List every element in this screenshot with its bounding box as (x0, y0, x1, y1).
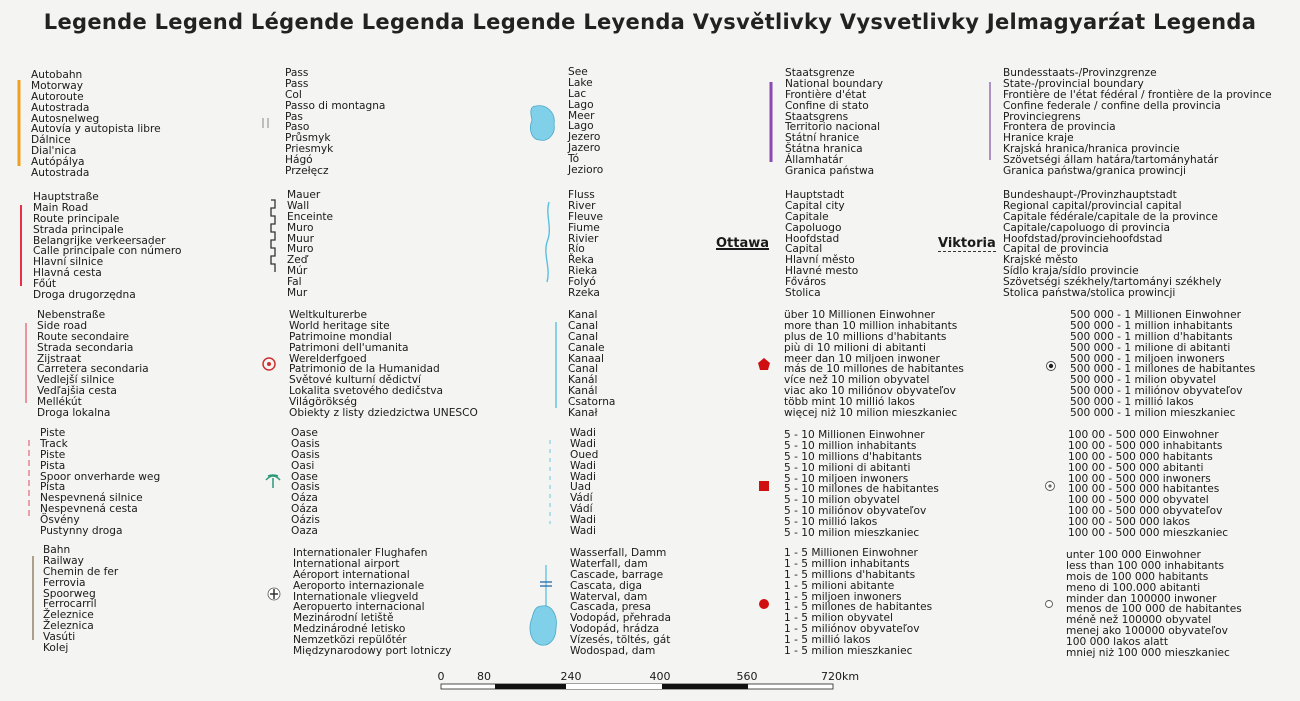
legend-line: Autobahn (31, 69, 83, 81)
legend-line: Jazero (568, 142, 601, 155)
legend-line: Autostrada (31, 101, 90, 114)
legend-line: 5 - 10 millions d'habitants (784, 450, 922, 463)
legend-line: Piste (40, 427, 66, 439)
legend-line: Lago (568, 98, 594, 111)
scale-tick: 560 (736, 670, 758, 683)
legend-line: more than 10 million inhabitants (784, 319, 958, 332)
legend-line: Lokalita svetového dedičstva (289, 385, 443, 398)
legend-line: Oued (570, 448, 599, 461)
legend-line: Wadi (570, 427, 596, 439)
legend-line: 100 00 - 500 000 obyvateľov (1068, 505, 1223, 518)
legend-line: Pass (285, 67, 309, 79)
legend-line: Pista (40, 481, 66, 494)
legend-line: mois de 100 000 habitants (1066, 570, 1209, 583)
legend-line: Droga drugorzędna (33, 289, 136, 302)
city-under-100k-symbol (1046, 601, 1053, 608)
legend-line: Ösvény (40, 514, 80, 527)
scale-tick: 240 (560, 670, 582, 683)
legend-line: 100 00 - 500 000 Einwohner (1068, 429, 1219, 441)
legend-line: Szövetségi állam határa/tartományhatár (1003, 154, 1219, 167)
legend-line: Track (40, 437, 68, 450)
legend-line: Cascade, barrage (570, 568, 664, 581)
legend-line: Pas (285, 110, 303, 123)
legend-line: Rieka (568, 265, 598, 278)
legend-line: Capitale fédérale/capitale de la province (1003, 210, 1218, 223)
legend-line: unter 100 000 Einwohner (1066, 549, 1201, 561)
legend-line: 1 - 5 million inhabitants (784, 557, 910, 570)
legend-line: több mint 10 millió lakos (784, 396, 915, 409)
legend-line: menej ako 100000 obyvateľov (1066, 625, 1228, 638)
legend-line: Železnice (43, 609, 94, 622)
legend-line: Paso (285, 121, 310, 134)
city-100k-500k-symbol (1046, 482, 1055, 491)
legend-line: Wasserfall, Damm (570, 547, 667, 559)
legend-line: Capital (785, 243, 823, 256)
legend-line: Oáza (291, 492, 318, 505)
legend-line: Stolica państwa/stolica prowincji (1003, 287, 1176, 300)
legend-line: Krajské město (1003, 254, 1078, 267)
legend-line: Wadi (570, 437, 596, 450)
legend-line: 500 000 - 1 milion mieszkaniec (1070, 407, 1236, 420)
legend-line: Mellékút (37, 396, 82, 409)
legend-line: Rivier (568, 232, 599, 245)
legend-line: minder dan 100000 inwoner (1066, 592, 1217, 605)
legend-line: méně než 100000 obyvatel (1066, 614, 1212, 627)
oasis-symbol (266, 475, 280, 488)
legend-line: więcej niż 10 milion mieszkaniec (784, 407, 958, 420)
legend-line: 500 000 - 1 Millionen Einwohner (1070, 309, 1241, 321)
legend-line: Col (285, 88, 302, 101)
legend-line: Wadi (570, 525, 596, 538)
legend-line: Államhatár (785, 154, 844, 167)
legend-line: mniej niż 100 000 mieszkaniec (1066, 647, 1230, 660)
legend-line: Vedľajšia cesta (37, 385, 117, 398)
legend-line: 100 00 - 500 000 habitants (1068, 450, 1213, 463)
legend-line: Cascata, diga (570, 579, 642, 592)
legend-line: 1 - 5 millió lakos (784, 634, 871, 647)
legend-line: Aeroporto internazionale (293, 579, 425, 592)
legend-line: Jezioro (568, 164, 604, 177)
legend-line: Nespevnená silnice (40, 492, 143, 505)
legend-line: State-/provincial boundary (1003, 77, 1144, 90)
legend-line: Route principale (33, 212, 120, 225)
legend-line: Bundeshaupt-/Provinzhauptstadt (1003, 189, 1177, 201)
legend-line: Nemzetközi repülőtér (293, 634, 407, 647)
legend-line: Hlavné mesto (785, 265, 859, 278)
legend-line: Autovía y autopista libre (31, 123, 161, 136)
legend-line: 5 - 10 miliónov obyvateľov (784, 505, 927, 518)
city-500k-1m-symbol (1047, 362, 1056, 371)
legend-line: 500 000 - 1 miliónov obyvateľov (1070, 385, 1243, 398)
legend-line: Granica państwa/granica prowincji (1003, 165, 1187, 178)
legend-line: 100 000 lakos alatt (1066, 636, 1168, 649)
waterfall-dam-symbol (530, 565, 556, 645)
legend-line: Pass (285, 77, 309, 90)
legend-line: Patrimoni dell'umanita (289, 341, 409, 354)
legend-line: Hoofdstad/provinciehoofdstad (1003, 232, 1163, 245)
legend-title: Legende Legend Légende Legenda Legende Leyenda Vysvětlivky Vysvetlivky Jelmagyarźat Legenda (43, 10, 1257, 34)
scale-tick: 720km (820, 670, 860, 683)
legend-line: Múr (287, 265, 308, 278)
legend-line: Hranice kraje (1003, 132, 1074, 145)
legend-line: Spoor onverharde weg (40, 470, 161, 483)
legend-line: Pista (40, 459, 66, 472)
legend-line: Uad (570, 481, 591, 494)
scale-tick: 80 (477, 670, 491, 683)
legend-line: Mezinárodní letiště (293, 612, 394, 625)
legend-line: 1 - 5 millones de habitantes (784, 601, 933, 614)
legend-line: Side road (37, 319, 88, 332)
legend-line: Hlavní město (785, 254, 855, 267)
legend-line: 500 000 - 1 millió lakos (1070, 396, 1194, 409)
legend-line: Fluss (568, 189, 595, 201)
legend-line: Tó (568, 153, 580, 166)
legend-line: Lago (568, 120, 594, 133)
legend-line: Wall (287, 199, 310, 212)
legend-line: Vádí (570, 492, 593, 505)
legend-line: 1 - 5 milioni abitante (784, 579, 895, 592)
legend-line: Staatsgrens (785, 110, 849, 123)
legend-line: International airport (293, 557, 400, 570)
legend-line: Vodopád, hrádza (570, 623, 660, 636)
legend-line: Řeka (568, 254, 594, 267)
pass-symbol (263, 118, 268, 128)
legend-line: über 10 Millionen Einwohner (784, 309, 936, 321)
legend-line: 1 - 5 milion mieszkaniec (784, 645, 913, 658)
legend-line: Bundesstaats-/Provinzgrenze (1003, 67, 1157, 79)
legend-line: Vedlejší silnice (37, 374, 115, 387)
legend-line: Spoorweg (43, 587, 96, 600)
legend-line: Wadi (570, 459, 596, 472)
world-heritage-symbol (263, 358, 275, 370)
legend-line: Waterval, dam (570, 590, 648, 603)
legend-line: Ferrocarril (43, 598, 97, 611)
legend-line: Meer (568, 109, 595, 122)
legend-line: Jezero (568, 131, 601, 144)
legend-line: Štátna hranica (785, 143, 863, 156)
legend-line: 5 - 10 milioni di abitanti (784, 461, 911, 474)
legend-line: Main Road (33, 201, 89, 214)
legend-line: více než 10 milion obyvatel (784, 374, 930, 387)
legend-line: Patrimoine mondial (289, 330, 392, 343)
legend-line: 5 - 10 miljoen inwoners (784, 472, 909, 485)
legend-line: Oasis (291, 481, 320, 494)
legend-line: See (568, 66, 588, 78)
legend-line: Železnica (43, 620, 94, 633)
legend-line: Confine di stato (785, 99, 869, 112)
legend-line: 100 00 - 500 000 mieszkaniec (1068, 527, 1229, 540)
legend-line: 1 - 5 Millionen Einwohner (784, 547, 918, 559)
legend-line: Wadi (570, 514, 596, 527)
legend-line: World heritage site (289, 319, 390, 332)
legend-line: 100 00 - 500 000 lakos (1068, 516, 1190, 529)
legend-line: Dálnice (31, 134, 71, 147)
legend-line: 5 - 10 milion obyvatel (784, 494, 900, 507)
legend-line: 100 00 - 500 000 habitantes (1068, 483, 1220, 496)
national-capital-sample: Ottawa (716, 236, 770, 251)
legend-line: Railway (43, 554, 84, 567)
legend-line: Medzinárodné letisko (293, 623, 406, 636)
legend-line: Droga lokalna (37, 407, 111, 420)
legend-line: Canal (568, 363, 599, 376)
city-5-10m-symbol (759, 481, 769, 491)
legend-line: Capitale/capoluogo di provincia (1003, 221, 1171, 234)
legend-line: Canal (568, 319, 599, 332)
legend-line: menos de 100 000 de habitantes (1066, 603, 1242, 616)
legend-line: Vasúti (43, 631, 76, 644)
legend-line: Autoroute (31, 90, 84, 103)
legend-line: Fiume (568, 221, 600, 234)
legend-line: 500 000 - 1 milione di abitanti (1070, 341, 1231, 354)
regional-capital-sample: Viktoria (938, 236, 996, 251)
legend-line: Waterfall, dam (570, 557, 648, 570)
legend-line: National boundary (785, 77, 883, 90)
legend-line: Staatsgrenze (785, 67, 855, 79)
legend-line: 500 000 - 1 million d'habitants (1070, 330, 1233, 343)
legend-line: Nespevnená cesta (40, 503, 138, 516)
legend-line: Provinciegrens (1003, 110, 1081, 123)
legend-line: Przełęcz (285, 165, 329, 178)
legend-line: Frontera de provincia (1003, 121, 1116, 134)
legend-line: Confine federale / confine della provincia (1003, 99, 1221, 112)
legend-line: Oasis (291, 448, 320, 461)
legend-line: Krajská hranica/hranica provincie (1003, 143, 1180, 156)
legend-line: Autosnelweg (31, 112, 100, 125)
river-symbol (546, 202, 549, 282)
legend-line: Dial'nica (31, 145, 77, 158)
legend-line: viac ako 10 miliónov obyvateľov (784, 385, 956, 398)
legend-line: 1 - 5 milion obyvatel (784, 612, 893, 625)
legend-line: Oase (291, 470, 318, 483)
legend-line: Sídlo kraja/sídlo provincie (1003, 265, 1139, 278)
legend-line: Lake (568, 76, 593, 89)
legend-line: Aeropuerto internacional (293, 601, 425, 614)
legend-line: Río (568, 243, 585, 256)
legend-line: Stolica (785, 287, 821, 300)
legend-line: Hauptstraße (33, 191, 99, 203)
legend-line: Chemin de fer (43, 565, 119, 578)
legend-line: Nebenstraße (37, 309, 106, 321)
legend-line: Bahn (43, 544, 71, 556)
airport-symbol (268, 588, 280, 600)
legend-line: Route secondaire (37, 330, 129, 343)
legend-line: 100 00 - 500 000 inhabitants (1068, 439, 1223, 452)
legend-line: Fleuve (568, 210, 604, 223)
legend-line: 5 - 10 million inhabitants (784, 439, 917, 452)
legend-line: Regional capital/provincial capital (1003, 199, 1182, 212)
legend-line: Granica państwa (785, 165, 875, 178)
legend-line: Wodospad, dam (570, 645, 656, 658)
legend-line: Territorio nacional (785, 121, 881, 134)
legend-line: meer dan 10 miljoen inwoner (784, 352, 940, 365)
legend-line: Autópálya (31, 156, 85, 169)
legend-line: 5 - 10 millones de habitantes (784, 483, 939, 496)
legend-line: Kanał (568, 407, 598, 420)
legend-line: Werelderfgoed (289, 352, 367, 365)
legend-line: Hlavná cesta (33, 267, 102, 280)
legend-line: Frontière de l'état fédéral / frontière de la province (1003, 88, 1272, 101)
legend-line: Canale (568, 341, 605, 354)
legend-line: 500 000 - 1 millones de habitantes (1070, 363, 1256, 376)
legend-line: Obiekty z listy dziedzictwa UNESCO (289, 407, 478, 420)
legend-line: Kanál (568, 385, 598, 398)
legend-line: 5 - 10 milion mieszkaniec (784, 527, 920, 540)
city-over-10m-symbol (758, 358, 770, 370)
legend-line: Międzynarodowy port lotniczy (293, 645, 452, 658)
legend-line: Průsmyk (285, 132, 331, 145)
legend-line: Oáza (291, 503, 318, 516)
legend-line: Vízesés, töltés, gát (570, 634, 671, 647)
legend-line: Patrimonio de la Humanidad (289, 363, 440, 376)
legend-line: Capital city (785, 199, 845, 212)
legend-line: Světové kulturní dědictví (289, 374, 421, 387)
legend-line: Muro (287, 221, 314, 234)
legend-line: Strada secondaria (37, 341, 134, 354)
legend-line: 1 - 5 miljoen inwoners (784, 590, 902, 603)
legend-line: Canal (568, 330, 599, 343)
legend-line: Passo di montagna (285, 99, 386, 112)
legend-line: Csatorna (568, 396, 616, 409)
wall-symbol (271, 200, 275, 272)
legend-line: Cascada, presa (570, 601, 652, 614)
legend-line: Oaza (291, 525, 318, 538)
legend-line: 500 000 - 1 milion obyvatel (1070, 374, 1217, 387)
legend-line: Hauptstadt (785, 189, 845, 201)
legend-line: Capital de provincia (1003, 243, 1109, 256)
legend-line: Ferrovia (43, 576, 86, 589)
legend-line: Calle principale con número (33, 245, 182, 258)
lake-symbol (530, 106, 554, 141)
legend-line: Oasi (291, 459, 315, 472)
legend-line: Zeď (287, 254, 308, 267)
legend-line: Kanál (568, 374, 598, 387)
legend-line: 100 00 - 500 000 abitanti (1068, 461, 1204, 474)
legend-line: Főút (33, 278, 57, 291)
legend-line: Hlavní silnice (33, 256, 104, 269)
legend-line: más de 10 millones de habitantes (784, 363, 964, 376)
legend-line: Priesmyk (285, 143, 334, 156)
legend-line: 1 - 5 miliónov obyvateľov (784, 623, 920, 636)
legend-line: River (568, 199, 596, 212)
legend-line: Capitale (785, 210, 829, 223)
legend-line: Oázis (291, 514, 320, 527)
legend-line: 500 000 - 1 million inhabitants (1070, 319, 1233, 332)
legend-line: Wadi (570, 470, 596, 483)
legend-line: Rzeka (568, 287, 600, 300)
legend-line: 100 00 - 500 000 inwoners (1068, 472, 1211, 485)
legend-line: 500 000 - 1 miljoen inwoners (1070, 352, 1225, 365)
legend-line: Kanaal (568, 352, 604, 365)
legend-line: Piste (40, 448, 66, 461)
legend-line: Kanal (568, 309, 598, 321)
legend-line: Strada principale (33, 223, 124, 236)
legend-line: Oasis (291, 437, 320, 450)
legend-line: Frontière d'état (785, 88, 867, 101)
legend-line: less than 100 000 inhabitants (1066, 559, 1225, 572)
legend-line: Státní hranice (785, 132, 860, 145)
legend-line: Enceinte (287, 210, 334, 223)
legend-line: Hoofdstad (785, 232, 840, 245)
legend-line: Carretera secondaria (37, 363, 149, 376)
legend-line: Vodopád, přehrada (570, 612, 671, 625)
legend-line: 1 - 5 millions d'habitants (784, 568, 916, 581)
legend-line: Fal (287, 276, 302, 289)
legend-line: Internationaler Flughafen (293, 547, 428, 559)
legend-line: Weltkulturerbe (289, 309, 368, 321)
legend-line: Szövetségi székhely/tartományi székhely (1003, 276, 1222, 289)
legend-line: Mur (287, 287, 308, 300)
legend-line: Világörökség (289, 396, 358, 409)
legend-line: meno di 100.000 abitanti (1066, 581, 1201, 594)
legend-line: Motorway (31, 79, 84, 92)
legend-line: più di 10 milioni di abitanti (784, 341, 926, 354)
legend-line: Capoluogo (785, 221, 842, 234)
legend-line: Muur (287, 232, 314, 245)
legend-line: Kolej (43, 642, 69, 655)
legend-line: Hágó (285, 154, 313, 167)
legend-line: 5 - 10 millió lakos (784, 516, 878, 529)
legend-line: Belangrijke verkeersader (33, 234, 166, 247)
scale-tick: 0 (437, 670, 445, 683)
legend-line: Internationale vliegveld (293, 590, 419, 603)
city-1-5m-symbol (759, 599, 769, 609)
legend-line: Zijstraat (37, 352, 82, 365)
legend-line: Lac (568, 87, 587, 100)
legend-line: Oase (291, 427, 318, 439)
legend-line: Pustynny droga (40, 525, 123, 538)
legend-line: Mauer (287, 189, 321, 201)
legend-line: Aéroport international (293, 568, 410, 581)
legend-line: plus de 10 millions d'habitants (784, 330, 947, 343)
legend-line: Folyó (568, 276, 596, 289)
legend-line: Muro (287, 243, 314, 256)
legend-line: Autostrada (31, 167, 90, 180)
legend-line: 100 00 - 500 000 obyvatel (1068, 494, 1209, 507)
legend-line: Főváros (785, 276, 827, 289)
scale-tick: 400 (649, 670, 671, 683)
legend-line: Vádí (570, 503, 593, 516)
legend-line: 5 - 10 Millionen Einwohner (784, 429, 925, 441)
scale-bar (441, 684, 833, 689)
